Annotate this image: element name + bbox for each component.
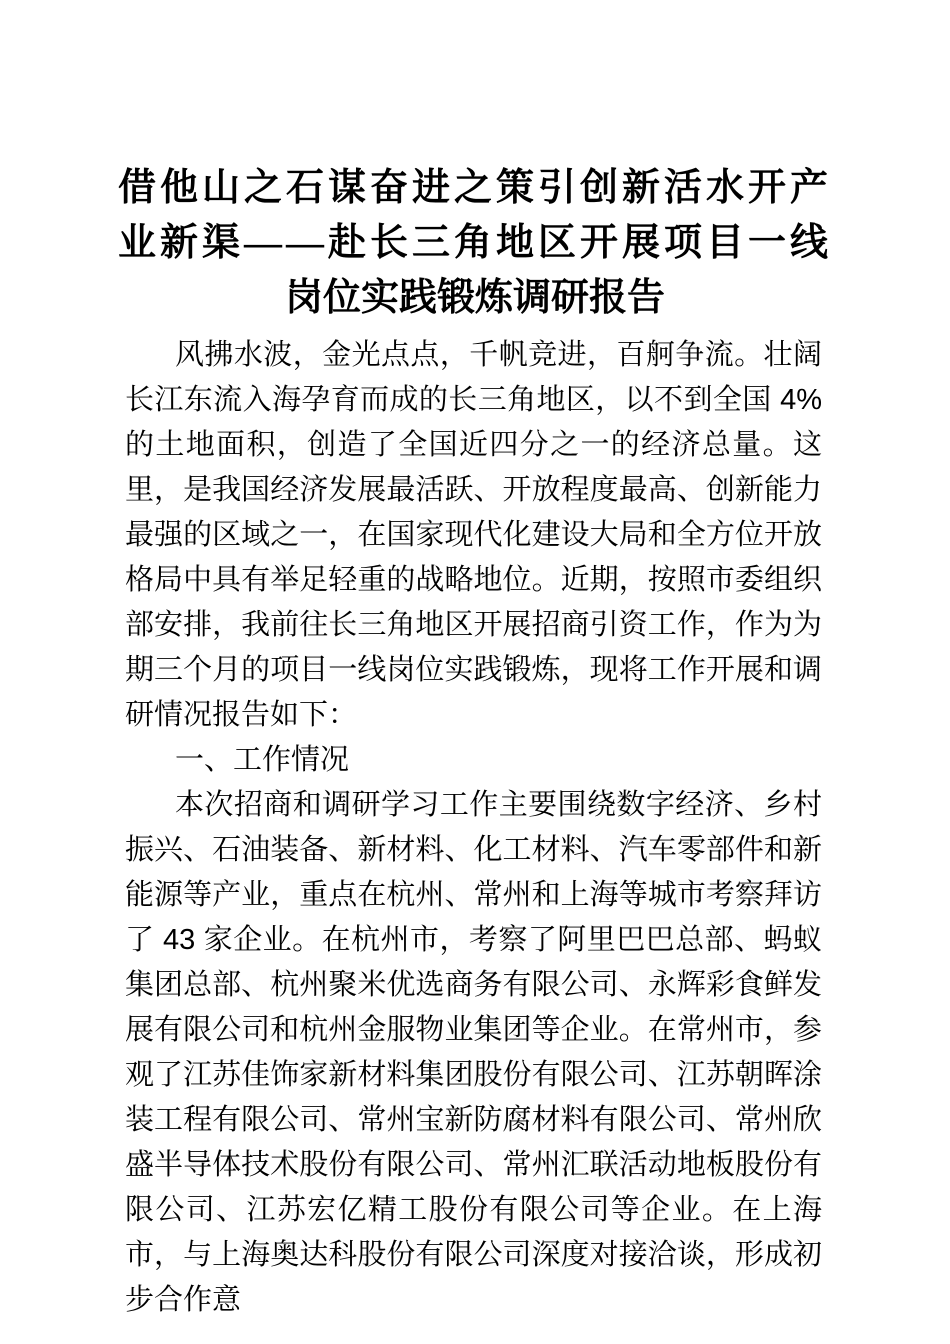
- section-heading-work-situation: 一、工作情况: [175, 744, 350, 776]
- body-paragraph-intro: 风拂水波，金光点点，千帆竞进，百舸争流。壮阔长江东流入海孕育而成的长三角地区，以不到全国 4%的土地面积，创造了全国近四分之一的经济总量。这里，是我国经济发展最活跃、开放程度最高、创新能力最强的区域之一，在国家现代化建设大局和全方位开放格局中具有举足轻重的战略地位。近期，按照市委组织部安排，我前往长三角地区开展招商引资工作，作为为期三个月的项目一线岗位实践锻炼，现将工作开展和调研情况报告如下：: [125, 339, 822, 731]
- document-title-line-2: 业新渠——赴长三角地区开展项目一线: [117, 222, 832, 264]
- document-body: [125, 333, 822, 1323]
- body-paragraph-work-details: 本次招商和调研学习工作主要围绕数字经济、乡村振兴、石油装备、新材料、化工材料、汽车零部件和新能源等产业，重点在杭州、常州和上海等城市考察拜访了 43 家企业。在杭州市，考察了阿里巴巴总部、蚂蚁集团总部、杭州聚米优选商务有限公司、永辉彩食鲜发展有限公司和杭州金服物业集团等企业。在常州市，参观了江苏佳饰家新材料集团股份有限公司、江苏朝晖涂装工程有限公司、常州宝新防腐材料有限公司、常州欣盛半导体技术股份有限公司、常州汇联活动地板股份有限公司、江苏宏亿精工股份有限公司等企业。在上海市，与上海奥达科股份有限公司深度对接洽谈，形成初步合作意: [125, 789, 822, 1316]
- document-title: [0, 161, 950, 326]
- document-title-line-3: 岗位实践锻炼调研报告: [284, 277, 665, 319]
- document-title-line-1: 借他山之石谋奋进之策引创新活水开产: [117, 167, 832, 209]
